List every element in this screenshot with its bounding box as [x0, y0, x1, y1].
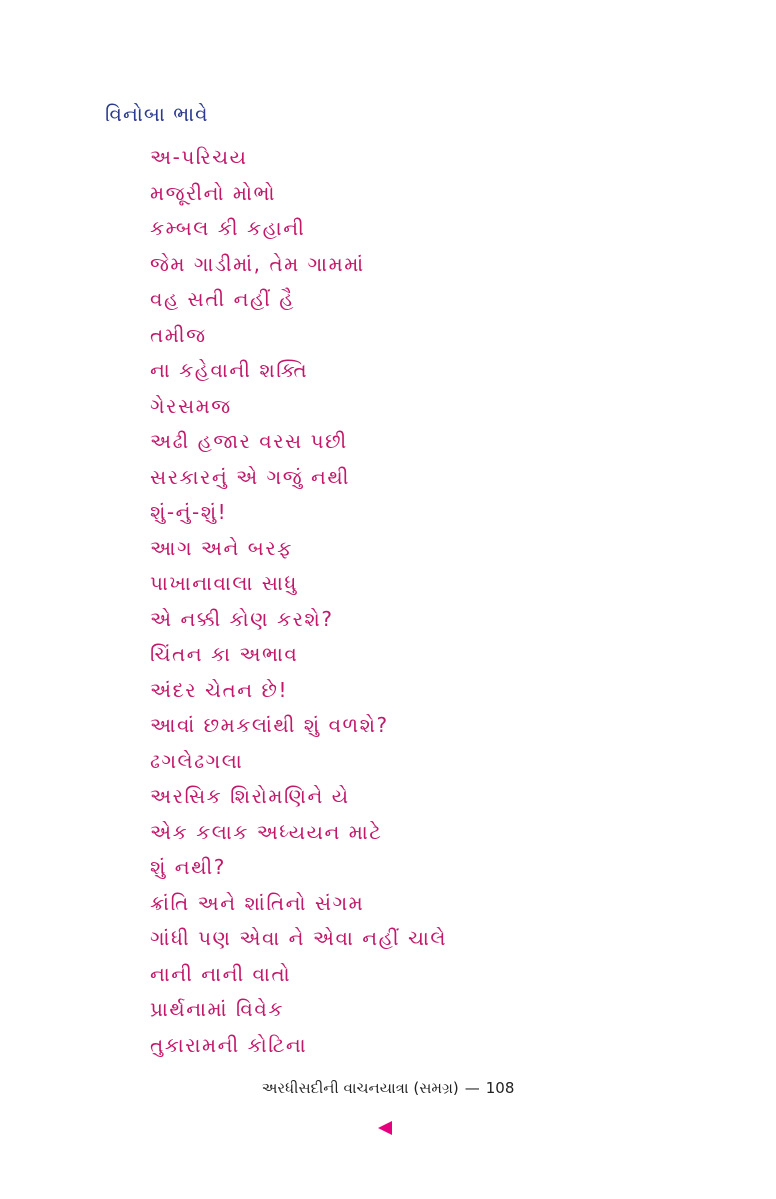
list-item: ઢગલેઢગલા [150, 748, 244, 773]
list-item: શું-નું-શું! [150, 500, 228, 524]
list-item: જેમ ગાડીમાં, તેમ ગામમાં [150, 251, 365, 276]
list-item: ગેરસમજ [150, 393, 232, 418]
list-item: પ્રાર્થનામાં વિવેક [150, 997, 284, 1021]
list-item: મજૂરીનો મોભો [150, 180, 276, 205]
page-number: 108 [485, 1079, 515, 1097]
list-item: ગાંધી પણ એવા ને એવા નહીં ચાલે [150, 926, 447, 950]
list-item: એક કલાક અધ્યયન માટે [150, 819, 383, 844]
list-item: વહ સતી નહીં હૈ [150, 287, 295, 311]
list-item: ક્રાંતિ અને શાંતિનો સંગમ [150, 890, 365, 915]
list-item: આગ અને બરફ [150, 535, 293, 560]
list-item: તુકારામની કોટિના [150, 1032, 308, 1057]
list-item: નાની નાની વાતો [150, 961, 292, 986]
list-item: અરસિક શિરોમણિને યે [150, 784, 350, 808]
left-triangle-arrow-icon[interactable] [378, 1121, 392, 1135]
list-item: શું નથી? [150, 855, 226, 879]
list-item: અંદર ચેતન છે! [150, 677, 288, 702]
list-item: પાખાનાવાલા સાધુ [150, 571, 298, 595]
list-item: તમીજ [150, 322, 207, 347]
page-footer [0, 1079, 776, 1097]
list-item: ના કહેવાની શક્તિ [150, 358, 309, 382]
book-title: અરધીસદીની વાચનયાત્રા (સમગ્ર) [261, 1079, 459, 1097]
author-name: વિનોબા ભાવે [105, 102, 209, 126]
footer-separator: — [464, 1079, 480, 1097]
contents-list [150, 140, 447, 1063]
list-item: કમ્બલ કી કહાની [150, 216, 306, 240]
list-item: સરકારનું એ ગજું નથી [150, 464, 350, 489]
list-item: આવાં છમકલાંથી શું વળશે? [150, 713, 389, 737]
list-item: અઢી હજાર વરસ પછી [150, 429, 348, 453]
list-item: અ-પરિચય [150, 145, 248, 169]
list-item: ચિંતન કા અભાવ [150, 642, 299, 666]
list-item: એ નક્કી કોણ કરશે? [150, 606, 334, 631]
